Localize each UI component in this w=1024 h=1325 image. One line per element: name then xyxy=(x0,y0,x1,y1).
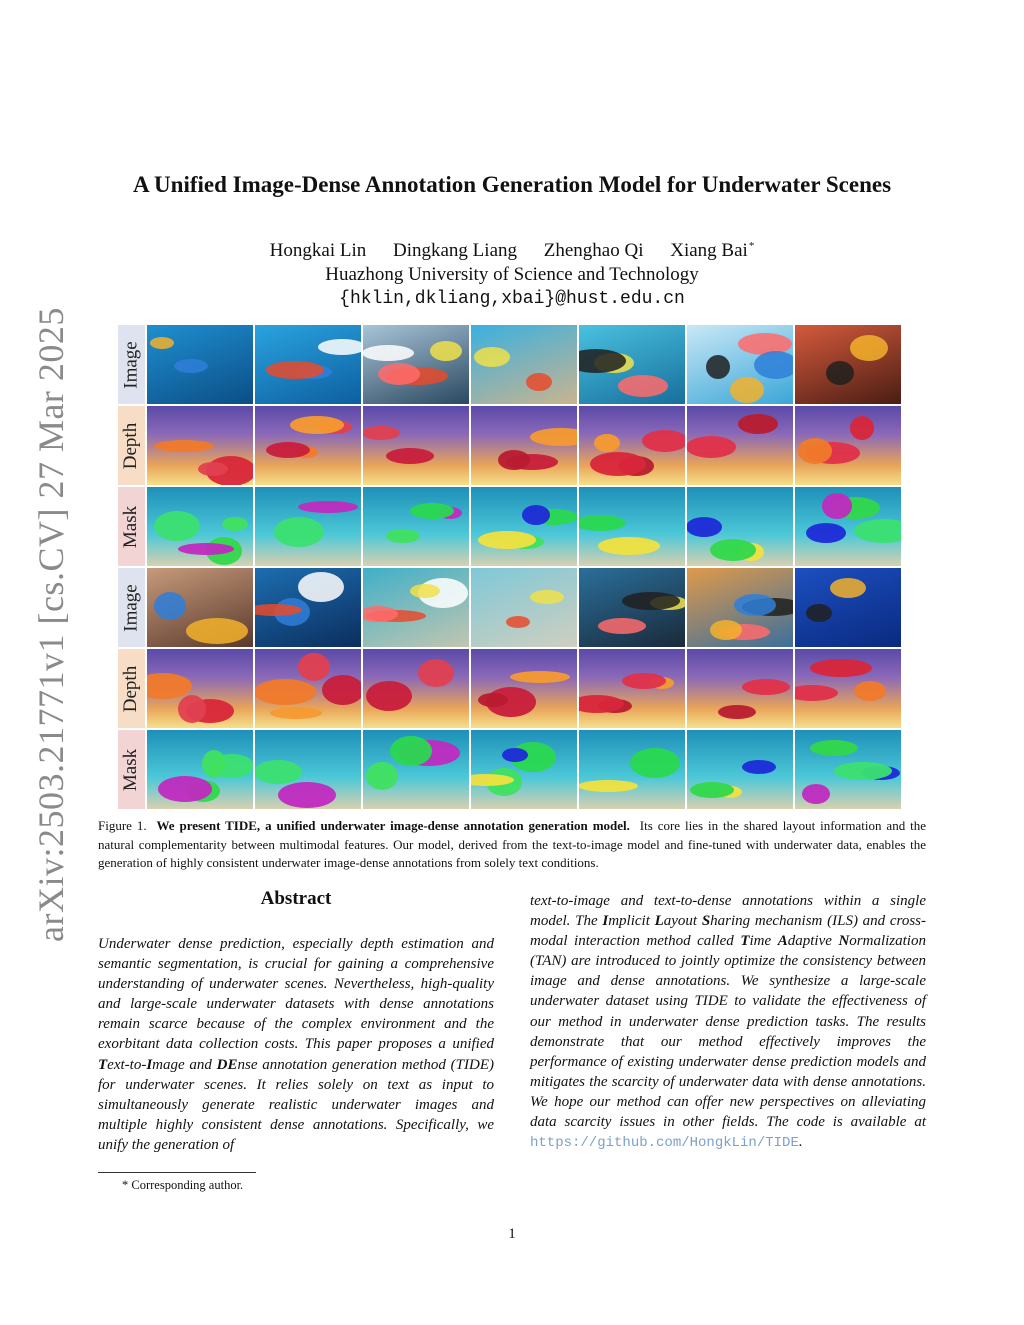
fish-blob xyxy=(738,333,792,355)
thumb-shapes xyxy=(255,487,361,566)
figure-thumb-depth-r2-c5 xyxy=(579,406,685,485)
thumb-shapes xyxy=(471,649,577,728)
fish-blob xyxy=(255,760,302,784)
thumb-shapes xyxy=(687,487,793,566)
paper-title: A Unified Image-Dense Annotation Generation Model for Underwater Scenes xyxy=(132,172,892,197)
fish-blob xyxy=(298,572,344,602)
figure-thumb-image-r4-c4 xyxy=(471,568,577,647)
row-label-mask-1: Mask xyxy=(118,487,146,566)
fish-blob xyxy=(322,675,361,705)
figure-thumb-image-r4-c6 xyxy=(687,568,793,647)
fish-blob xyxy=(530,428,577,446)
fish-blob xyxy=(718,705,756,719)
thumb-shapes xyxy=(795,325,901,404)
fish-blob xyxy=(579,515,626,531)
thumb-shapes xyxy=(687,406,793,485)
teaser-figure-grid xyxy=(118,325,903,809)
thumb-shapes xyxy=(363,649,469,728)
figure-thumb-mask-r6-c2 xyxy=(255,730,361,809)
fish-blob xyxy=(318,339,361,355)
figure-thumb-image-r4-c2 xyxy=(255,568,361,647)
fish-blob xyxy=(150,337,174,349)
fish-blob xyxy=(834,762,892,780)
fish-blob xyxy=(366,762,398,790)
fish-blob xyxy=(390,736,432,766)
fish-blob xyxy=(154,511,200,541)
thumb-shapes xyxy=(795,649,901,728)
fish-blob xyxy=(806,604,832,622)
fish-blob xyxy=(530,590,564,604)
figure-thumb-depth-r5-c1 xyxy=(147,649,253,728)
fish-blob xyxy=(579,780,638,792)
fish-blob xyxy=(738,414,778,434)
author-emails: {hklin,dkliang,xbai}@hust.edu.cn xyxy=(339,289,685,309)
author-1: Hongkai Lin xyxy=(269,240,367,262)
thumb-shapes xyxy=(147,649,253,728)
figure-thumb-image-r4-c7 xyxy=(795,568,901,647)
fish-blob xyxy=(363,426,400,440)
figure-thumb-image-r4-c5 xyxy=(579,568,685,647)
fish-blob xyxy=(298,653,330,681)
fish-blob xyxy=(386,529,420,543)
fish-blob xyxy=(590,452,646,476)
footnote-corresponding-author: * Corresponding author. xyxy=(122,1178,244,1192)
figure-thumb-mask-r6-c1 xyxy=(147,730,253,809)
thumb-shapes xyxy=(363,730,469,809)
thumb-shapes xyxy=(471,487,577,566)
figure-thumb-image-r1-c4 xyxy=(471,325,577,404)
thumb-shapes xyxy=(471,406,577,485)
fish-blob xyxy=(802,784,830,804)
thumb-shapes xyxy=(795,730,901,809)
figure-caption-bold: We present TIDE, a unified underwater image-dense annotation generation model. xyxy=(156,818,630,833)
author-2: Dingkang Liang xyxy=(393,240,518,262)
fish-blob xyxy=(178,543,234,555)
thumb-shapes xyxy=(687,730,793,809)
figure-thumb-mask-r3-c4 xyxy=(471,487,577,566)
fish-blob xyxy=(478,531,536,549)
fish-blob xyxy=(363,345,414,361)
fish-blob xyxy=(706,355,730,379)
figure-thumb-depth-r2-c3 xyxy=(363,406,469,485)
thumb-shapes xyxy=(363,325,469,404)
row-label-image-2: Image xyxy=(118,568,146,647)
fish-blob xyxy=(826,361,854,385)
abstract-heading: Abstract xyxy=(260,888,332,909)
figure-caption-text: Its core lies in the shared layout information and the natural complementarity between multimodal features. Our model, derived from the text-to-image model and fine-tuned with underwater data, enables the generation of highly consistent underwater image-dense annotations from solely text conditions. xyxy=(98,818,927,870)
fish-blob xyxy=(278,782,336,808)
figure-thumb-depth-r5-c7 xyxy=(795,649,901,728)
author-4: Xiang Bai* xyxy=(670,240,755,262)
figure-thumb-image-r4-c3 xyxy=(363,568,469,647)
fish-blob xyxy=(806,523,846,543)
figure-thumb-depth-r2-c1 xyxy=(147,406,253,485)
fish-blob xyxy=(266,442,310,458)
fish-blob xyxy=(710,620,742,640)
figure-thumb-depth-r5-c5 xyxy=(579,649,685,728)
fish-blob xyxy=(850,416,874,440)
thumb-shapes xyxy=(579,325,685,404)
fish-blob xyxy=(202,750,226,778)
abstract-text-right: text-to-image and text-to-dense annotations within a single model. The Implicit Layout Sharing mechanism (ILS) and cross-modal interaction method called Time Adaptive Normalization (TAN) are introduced to jointly optimize the consistency between image and dense annotations. We synthesize a large-scale underwater dataset using TIDE to validate the effectiveness of our method in underwater dense prediction tasks. The results demonstrate that our method effectively improves the performance of existing underwater dense prediction models and mitigates the scarcity of underwater data with dense annotations. We hope our method can offer new perspectives on alleviating data scarcity issues in other fields. The code is available at https://github.com/HongkLin/TIDE. xyxy=(530,893,926,1152)
fish-blob xyxy=(850,335,888,361)
page-number: 1 xyxy=(508,1226,516,1242)
fish-blob xyxy=(186,618,248,644)
fish-blob xyxy=(526,373,552,391)
thumb-shapes xyxy=(579,730,685,809)
thumb-shapes xyxy=(147,325,253,404)
figure-thumb-mask-r3-c2 xyxy=(255,487,361,566)
fish-blob xyxy=(622,673,666,689)
fish-blob xyxy=(642,430,685,452)
fish-blob xyxy=(795,685,838,701)
thumb-shapes xyxy=(687,649,793,728)
fish-blob xyxy=(502,748,528,762)
fish-blob xyxy=(386,448,434,464)
figure-thumb-depth-r2-c2 xyxy=(255,406,361,485)
fish-blob xyxy=(510,671,570,683)
thumb-shapes xyxy=(363,487,469,566)
affiliation: Huazhong University of Science and Technology xyxy=(325,264,699,285)
fish-blob xyxy=(147,673,192,699)
figure-thumb-image-r1-c3 xyxy=(363,325,469,404)
fish-blob xyxy=(378,363,420,385)
row-label-depth-2: Depth xyxy=(118,649,146,728)
figure-thumb-image-r1-c7 xyxy=(795,325,901,404)
thumb-shapes xyxy=(471,325,577,404)
fish-blob xyxy=(430,341,462,361)
fish-blob xyxy=(222,517,248,531)
thumb-shapes xyxy=(255,730,361,809)
fish-blob xyxy=(822,493,852,519)
fish-blob xyxy=(522,505,550,525)
fish-blob xyxy=(618,375,668,397)
thumb-shapes xyxy=(687,325,793,404)
author-list xyxy=(0,240,1024,262)
fish-blob xyxy=(730,377,764,403)
footnote-rule xyxy=(98,1172,256,1173)
row-label-image-1: Image xyxy=(118,325,146,404)
figure-thumb-image-r1-c2 xyxy=(255,325,361,404)
thumb-shapes xyxy=(147,730,253,809)
fish-blob xyxy=(274,517,324,547)
fish-blob xyxy=(810,740,858,756)
figure-thumb-mask-r3-c1 xyxy=(147,487,253,566)
thumb-shapes xyxy=(795,487,901,566)
fish-blob xyxy=(158,776,212,802)
thumb-shapes xyxy=(795,568,901,647)
thumb-shapes xyxy=(471,568,577,647)
fish-blob xyxy=(598,618,646,634)
fish-blob xyxy=(255,679,316,705)
fish-blob xyxy=(174,359,208,373)
fish-blob xyxy=(622,592,680,610)
fish-blob xyxy=(154,592,186,620)
fish-blob xyxy=(178,695,206,723)
figure-thumb-depth-r5-c3 xyxy=(363,649,469,728)
fish-blob xyxy=(474,347,510,367)
thumb-shapes xyxy=(363,568,469,647)
fish-blob xyxy=(742,679,790,695)
fish-blob xyxy=(154,440,214,452)
code-repository-link[interactable]: https://github.com/HongkLin/TIDE xyxy=(530,1135,799,1152)
thumb-shapes xyxy=(579,487,685,566)
thumb-shapes xyxy=(255,568,361,647)
figure-thumb-image-r1-c1 xyxy=(147,325,253,404)
fish-blob xyxy=(690,782,734,798)
figure-thumb-mask-r3-c6 xyxy=(687,487,793,566)
figure-thumb-image-r1-c6 xyxy=(687,325,793,404)
corresponding-author-mark: * xyxy=(748,240,755,252)
thumb-shapes xyxy=(687,568,793,647)
figure-thumb-image-r4-c1 xyxy=(147,568,253,647)
fish-blob xyxy=(687,436,736,458)
fish-blob xyxy=(410,503,454,519)
fish-blob xyxy=(710,539,756,561)
figure-thumb-depth-r5-c4 xyxy=(471,649,577,728)
author-3: Zhenghao Qi xyxy=(543,240,644,262)
abstract-text-left: Underwater dense prediction, especially depth estimation and semantic segmentation, is crucial for gaining a comprehensive understanding of underwater scenes. Nevertheless, high-quality and large-scale underwater datasets with dense annotations remain scarce because of the complex environment and the exorbitant data collection costs. This paper proposes a unified Text-to-Image and DEnse annotation generation method (TIDE) for underwater scenes. It relies solely on text as input to simultaneously generate realistic underwater images and multiple highly consistent dense annotations. Specifically, we unify the generation of xyxy=(98,936,495,1153)
figure-thumb-depth-r2-c6 xyxy=(687,406,793,485)
figure-thumb-mask-r3-c7 xyxy=(795,487,901,566)
row-label-mask-2: Mask xyxy=(118,730,146,809)
figure-thumb-mask-r6-c6 xyxy=(687,730,793,809)
fish-blob xyxy=(810,659,872,677)
figure-thumb-image-r1-c5 xyxy=(579,325,685,404)
figure-thumb-mask-r6-c5 xyxy=(579,730,685,809)
thumb-shapes xyxy=(255,649,361,728)
figure-label: Figure 1. xyxy=(98,818,147,833)
thumb-shapes xyxy=(579,568,685,647)
fish-blob xyxy=(418,659,454,687)
thumb-shapes xyxy=(363,406,469,485)
fish-blob xyxy=(598,537,660,555)
figure-thumb-mask-r3-c3 xyxy=(363,487,469,566)
row-label-depth-1: Depth xyxy=(118,406,146,485)
thumb-shapes xyxy=(471,730,577,809)
thumb-shapes xyxy=(579,406,685,485)
thumb-shapes xyxy=(795,406,901,485)
fish-blob xyxy=(854,681,886,701)
fish-blob xyxy=(742,760,776,774)
fish-blob xyxy=(506,616,530,628)
fish-blob xyxy=(498,450,530,470)
fish-blob xyxy=(478,693,508,707)
fish-blob xyxy=(270,707,322,719)
thumb-shapes xyxy=(147,568,253,647)
figure-thumb-mask-r6-c3 xyxy=(363,730,469,809)
figure-thumb-depth-r2-c4 xyxy=(471,406,577,485)
fish-blob xyxy=(410,584,440,598)
figure-thumb-depth-r5-c2 xyxy=(255,649,361,728)
fish-blob xyxy=(266,361,324,379)
fish-blob xyxy=(798,438,832,464)
figure-thumb-mask-r6-c4 xyxy=(471,730,577,809)
figure-thumb-mask-r3-c5 xyxy=(579,487,685,566)
thumb-shapes xyxy=(579,649,685,728)
fish-blob xyxy=(854,519,901,543)
thumb-shapes xyxy=(147,406,253,485)
fish-blob xyxy=(734,594,776,616)
figure-thumb-mask-r6-c7 xyxy=(795,730,901,809)
thumb-shapes xyxy=(255,406,361,485)
fish-blob xyxy=(830,578,866,598)
thumb-shapes xyxy=(147,487,253,566)
fish-blob xyxy=(298,501,358,513)
figure-thumb-depth-r5-c6 xyxy=(687,649,793,728)
fish-blob xyxy=(198,462,228,476)
fish-blob xyxy=(754,351,793,379)
fish-blob xyxy=(594,434,620,452)
arxiv-identifier-stamp: arXiv:2503.21771v1 [cs.CV] 27 Mar 2025 xyxy=(31,307,71,942)
fish-blob xyxy=(366,681,412,711)
figure-caption xyxy=(98,817,926,873)
figure-thumb-depth-r2-c7 xyxy=(795,406,901,485)
thumb-shapes xyxy=(255,325,361,404)
fish-blob xyxy=(290,416,344,434)
fish-blob xyxy=(630,748,680,778)
fish-blob xyxy=(687,517,722,537)
